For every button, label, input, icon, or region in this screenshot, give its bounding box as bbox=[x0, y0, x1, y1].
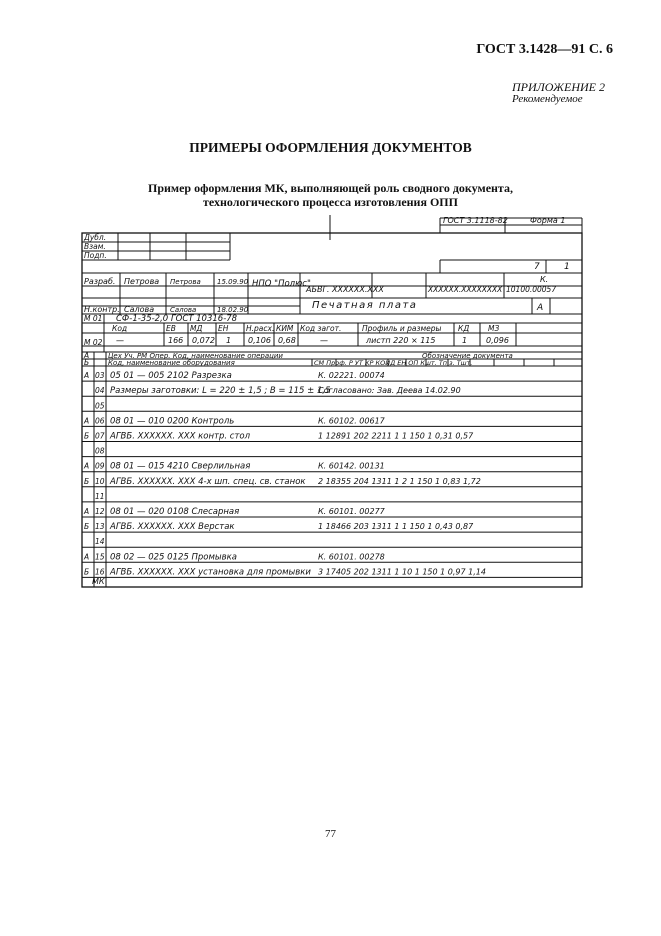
sign-date-1: 18.02.90 bbox=[217, 306, 249, 314]
footer-mark: МК bbox=[92, 577, 105, 586]
row-doc: К. 60101. 00278 bbox=[318, 552, 385, 562]
row-doc: К. 60102. 00617 bbox=[318, 416, 385, 426]
m02-value-4: 0,106 bbox=[248, 336, 271, 345]
m-header-7: Профиль и размеры bbox=[362, 324, 442, 333]
row-text: 08 02 — 025 0125 Промывка bbox=[110, 552, 237, 563]
row-prefix: А bbox=[84, 552, 90, 562]
head-row-b-right: СМ Проф. Р УТ КР КОИД ЕН ОП Кшт. Тп.з. Тшт. bbox=[314, 359, 473, 367]
row-text: АГВБ. XXXXXX. XXX установка для промывки bbox=[110, 567, 311, 578]
row-number: 15 bbox=[95, 552, 105, 562]
head-row-a-prefix: А bbox=[84, 351, 90, 360]
m-header-8: КД bbox=[458, 324, 470, 333]
subtitle-line-1: Пример оформления МК, выполняющей роль сводного документа, bbox=[148, 181, 513, 195]
operation-rows bbox=[83, 371, 486, 577]
appendix-note: Рекомендуемое bbox=[512, 93, 583, 105]
row-text: 05 01 — 005 2102 Разрезка bbox=[110, 371, 232, 382]
head-row-a-text: Цех Уч. РМ Опер. Код, наименование операции bbox=[108, 352, 283, 360]
m-header-5: КИМ bbox=[276, 324, 294, 333]
sign-name-1: Салова bbox=[124, 305, 155, 314]
doc-number: 10100.00057 bbox=[506, 285, 557, 294]
row-number: 12 bbox=[95, 507, 105, 516]
page-number: 77 bbox=[325, 828, 336, 840]
row-prefix: Б bbox=[84, 567, 90, 577]
row-doc: К. 60101. 00277 bbox=[318, 507, 385, 516]
stamp-label-1: Взам. bbox=[84, 242, 106, 251]
m-header-9: МЗ bbox=[488, 324, 500, 333]
m02-value-5: 0,68 bbox=[278, 336, 296, 345]
row-text: АГВБ. XXXXXX. XXX Верстак bbox=[110, 522, 235, 533]
row-doc: 1 12891 202 2211 1 1 150 1 0,31 0,57 bbox=[318, 431, 474, 441]
doc-code-2: XXXXXX.XXXXXXXX bbox=[428, 285, 503, 294]
m-header-4: Н.расх. bbox=[246, 324, 275, 333]
sheet-total: 7 bbox=[534, 262, 540, 272]
main-title: ПРИМЕРЫ ОФОРМЛЕНИЯ ДОКУМЕНТОВ bbox=[189, 140, 472, 155]
row-text: 08 01 — 015 4210 Сверлильная bbox=[110, 461, 251, 472]
row-prefix: А bbox=[84, 507, 90, 516]
sheet-number: 1 bbox=[564, 262, 570, 272]
row-text: 08 01 — 010 0200 Контроль bbox=[110, 416, 235, 427]
m01-material: СФ-1-35-2,0 ГОСТ 10316-78 bbox=[116, 314, 238, 324]
part-name: Печатная плата bbox=[312, 300, 418, 311]
head-row-b-text: Код, наименование оборудования bbox=[108, 359, 235, 367]
sign-role-1: Н.контр. bbox=[84, 305, 120, 314]
m02-value-1: 166 bbox=[168, 336, 184, 345]
row-number: 06 bbox=[95, 416, 105, 426]
doc-code: АБВГ. XXXXXX.XXX bbox=[306, 285, 384, 294]
row-prefix: Б bbox=[84, 431, 90, 441]
row-number: 14 bbox=[95, 537, 105, 547]
subtitle-line-2: технологического процесса изготовления ОПП bbox=[203, 195, 458, 209]
m01-prefix: М 01 bbox=[84, 314, 103, 323]
row-prefix: А bbox=[84, 416, 90, 426]
letter-a: А bbox=[537, 303, 544, 313]
m02-value-7: листп 220 × 115 bbox=[366, 336, 436, 345]
row-doc: 2 18355 204 1311 1 2 1 150 1 0,83 1,72 bbox=[318, 476, 481, 486]
stamp-label-2: Подп. bbox=[84, 251, 107, 260]
row-text: АГВБ. XXXXXX. XXX 4-х шп. спец. св. станок bbox=[110, 476, 306, 487]
page-header-ref: ГОСТ 3.1428—91 С. 6 bbox=[476, 42, 613, 57]
row-number: 04 bbox=[95, 386, 105, 396]
row-text: Размеры заготовки: L = 220 ± 1,5 ; B = 115 ± 1,5 bbox=[110, 386, 331, 397]
m02-value-9: 0,096 bbox=[486, 336, 509, 345]
head-row-b-prefix: Б bbox=[84, 358, 90, 367]
sign-date-0: 15.09.90 bbox=[217, 278, 249, 286]
row-number: 03 bbox=[95, 371, 105, 381]
sign-signature-0: Петрова bbox=[170, 278, 201, 286]
row-prefix: А bbox=[84, 371, 90, 381]
row-number: 09 bbox=[95, 461, 105, 471]
m02-value-3: 1 bbox=[226, 336, 232, 345]
row-number: 10 bbox=[95, 476, 105, 486]
form-number: Форма 1 bbox=[530, 216, 566, 225]
m-header-3: ЕН bbox=[218, 324, 229, 333]
m02-value-0: — bbox=[116, 336, 124, 345]
row-number: 07 bbox=[95, 431, 105, 441]
row-number: 16 bbox=[95, 567, 105, 577]
m02-value-8: 1 bbox=[462, 336, 468, 345]
m-header-2: МД bbox=[190, 324, 203, 333]
m-header-1: ЕВ bbox=[166, 324, 176, 333]
row-text: 08 01 — 020 0108 Слесарная bbox=[110, 507, 240, 517]
appendix-title: ПРИЛОЖЕНИЕ 2 bbox=[512, 80, 605, 94]
sign-signature-1: Салова bbox=[170, 306, 197, 314]
gost-label: ГОСТ 3.1118-82 bbox=[443, 216, 508, 225]
row-doc: К. 60142. 00131 bbox=[318, 461, 385, 471]
row-number: 13 bbox=[95, 522, 105, 532]
sign-role-0: Разраб. bbox=[84, 277, 116, 286]
m-header-0: Код bbox=[112, 324, 128, 333]
row-number: 08 bbox=[95, 446, 105, 456]
row-number: 11 bbox=[95, 491, 105, 501]
m02-value-6: — bbox=[320, 336, 328, 345]
row-doc: 3 17405 202 1311 1 10 1 150 1 0,97 1,14 bbox=[318, 567, 486, 577]
m02-value-2: 0,072 bbox=[192, 336, 215, 345]
row-doc: Согласовано: Зав. Деева 14.02.90 bbox=[318, 386, 461, 396]
m02-values bbox=[116, 336, 509, 345]
row-text: АГВБ. XXXXXX. XXX контр. стол bbox=[110, 431, 251, 442]
m-header-6: Код загот. bbox=[300, 324, 342, 333]
head-row-a-right: Обозначение документа bbox=[422, 352, 513, 360]
row-prefix: Б bbox=[84, 522, 90, 532]
row-prefix: А bbox=[84, 461, 90, 471]
row-number: 05 bbox=[95, 401, 105, 411]
org-name: НПО "Полюс" bbox=[252, 279, 311, 289]
sign-name-0: Петрова bbox=[124, 277, 160, 286]
row-prefix: Б bbox=[84, 476, 90, 486]
m02-prefix: М 02 bbox=[84, 338, 103, 347]
stamp-label-0: Дубл. bbox=[84, 233, 107, 242]
m-headers bbox=[112, 324, 499, 333]
k-mark: К. bbox=[540, 275, 549, 284]
row-doc: К. 02221. 00074 bbox=[318, 371, 385, 381]
row-doc: 1 18466 203 1311 1 1 150 1 0,43 0,87 bbox=[318, 522, 474, 532]
